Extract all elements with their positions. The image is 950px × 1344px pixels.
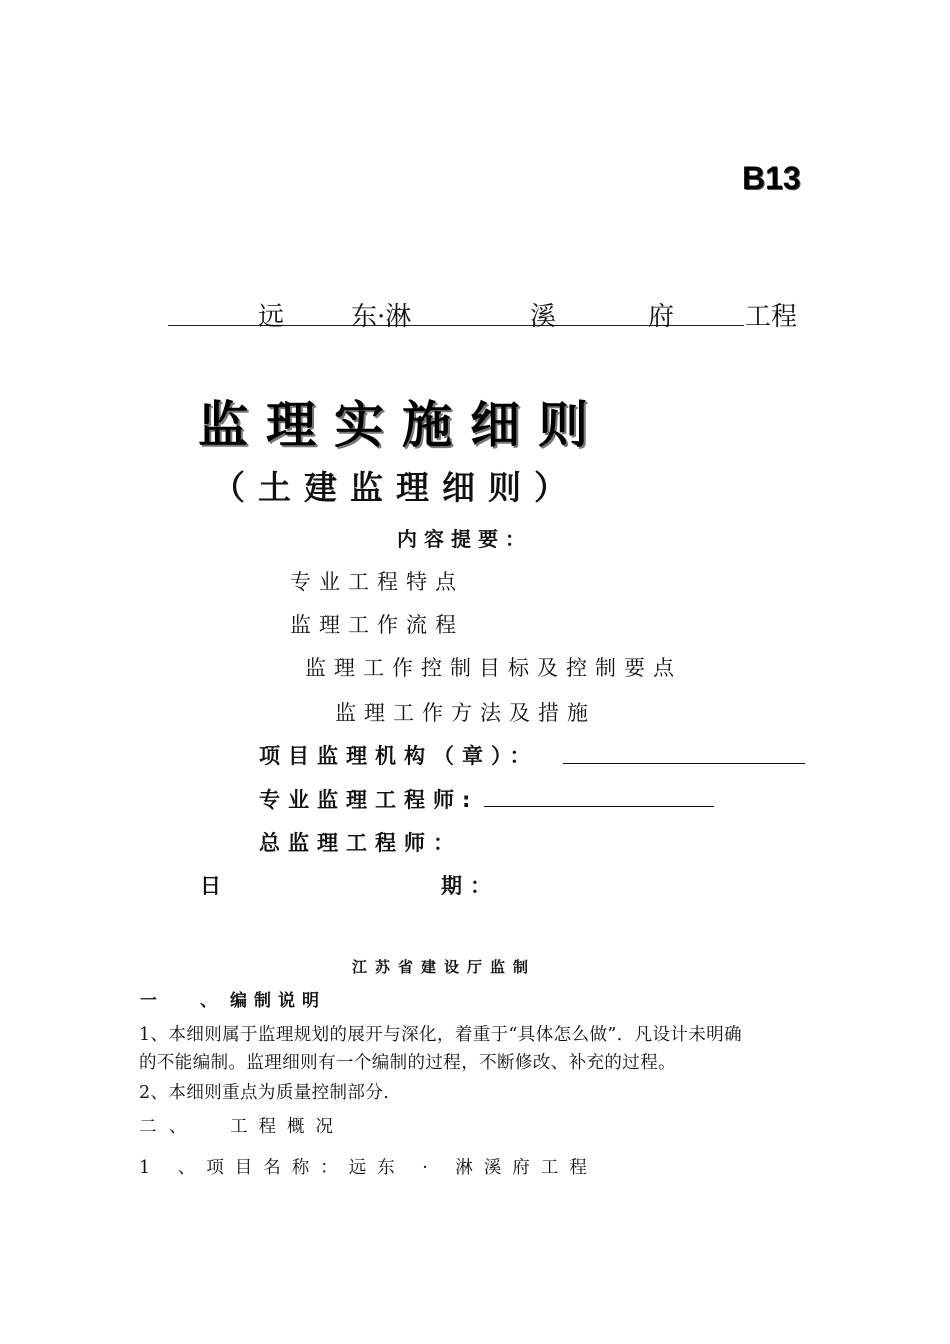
section-title: 工程概况 (230, 1117, 344, 1137)
project-name-line (168, 292, 808, 332)
section-separator: 、 (200, 991, 217, 1011)
project-name-suffix: 工程 (745, 302, 798, 332)
contents-item: 监理工作流程 (290, 613, 464, 637)
issuer-line: 江苏省建设厅监制 (352, 958, 537, 976)
org-seal-blank[interactable] (563, 763, 805, 764)
engineer-label: 专业监理工程师: (259, 788, 479, 812)
contents-item: 专业工程特点 (290, 570, 464, 594)
project-name-char: 府 (648, 302, 675, 332)
section-number: 二 (139, 1117, 168, 1137)
section-separator: 、 (169, 1117, 198, 1137)
paragraph-line: 2、本细则重点为质量控制部分. (139, 1083, 390, 1103)
section-title: 编制说明 (230, 991, 326, 1011)
project-name-item: 1 、项目名称：远东 · 淋溪府工程 (139, 1158, 598, 1178)
date-label: 日 (200, 874, 229, 898)
project-name-char: 东·淋 (351, 302, 412, 332)
section-number: 一 (140, 991, 157, 1011)
contents-item: 监理工作方法及措施 (335, 701, 596, 725)
document-title: 监理实施细则 (198, 396, 606, 454)
paragraph-line: 的不能编制。监理细则有一个编制的过程，不断修改、补充的过程。 (139, 1053, 676, 1073)
contents-heading: 内容提要： (397, 527, 532, 551)
document-code: B13 (742, 160, 801, 196)
project-name-char: 溪 (530, 302, 557, 332)
paragraph-line: 1、本细则属于监理规划的展开与深化，着重于“具体怎么做”．凡设计未明确 (139, 1025, 743, 1045)
org-seal-label: 项目监理机构（章）： (259, 744, 539, 768)
contents-item: 监理工作控制目标及控制要点 (305, 656, 682, 680)
document-subtitle: （土建监理细则） (212, 468, 580, 507)
project-name-char: 远 (258, 302, 285, 332)
engineer-blank[interactable] (484, 806, 714, 807)
date-label-suffix: 期： (441, 874, 499, 898)
chief-engineer-label: 总监理工程师： (259, 831, 462, 855)
